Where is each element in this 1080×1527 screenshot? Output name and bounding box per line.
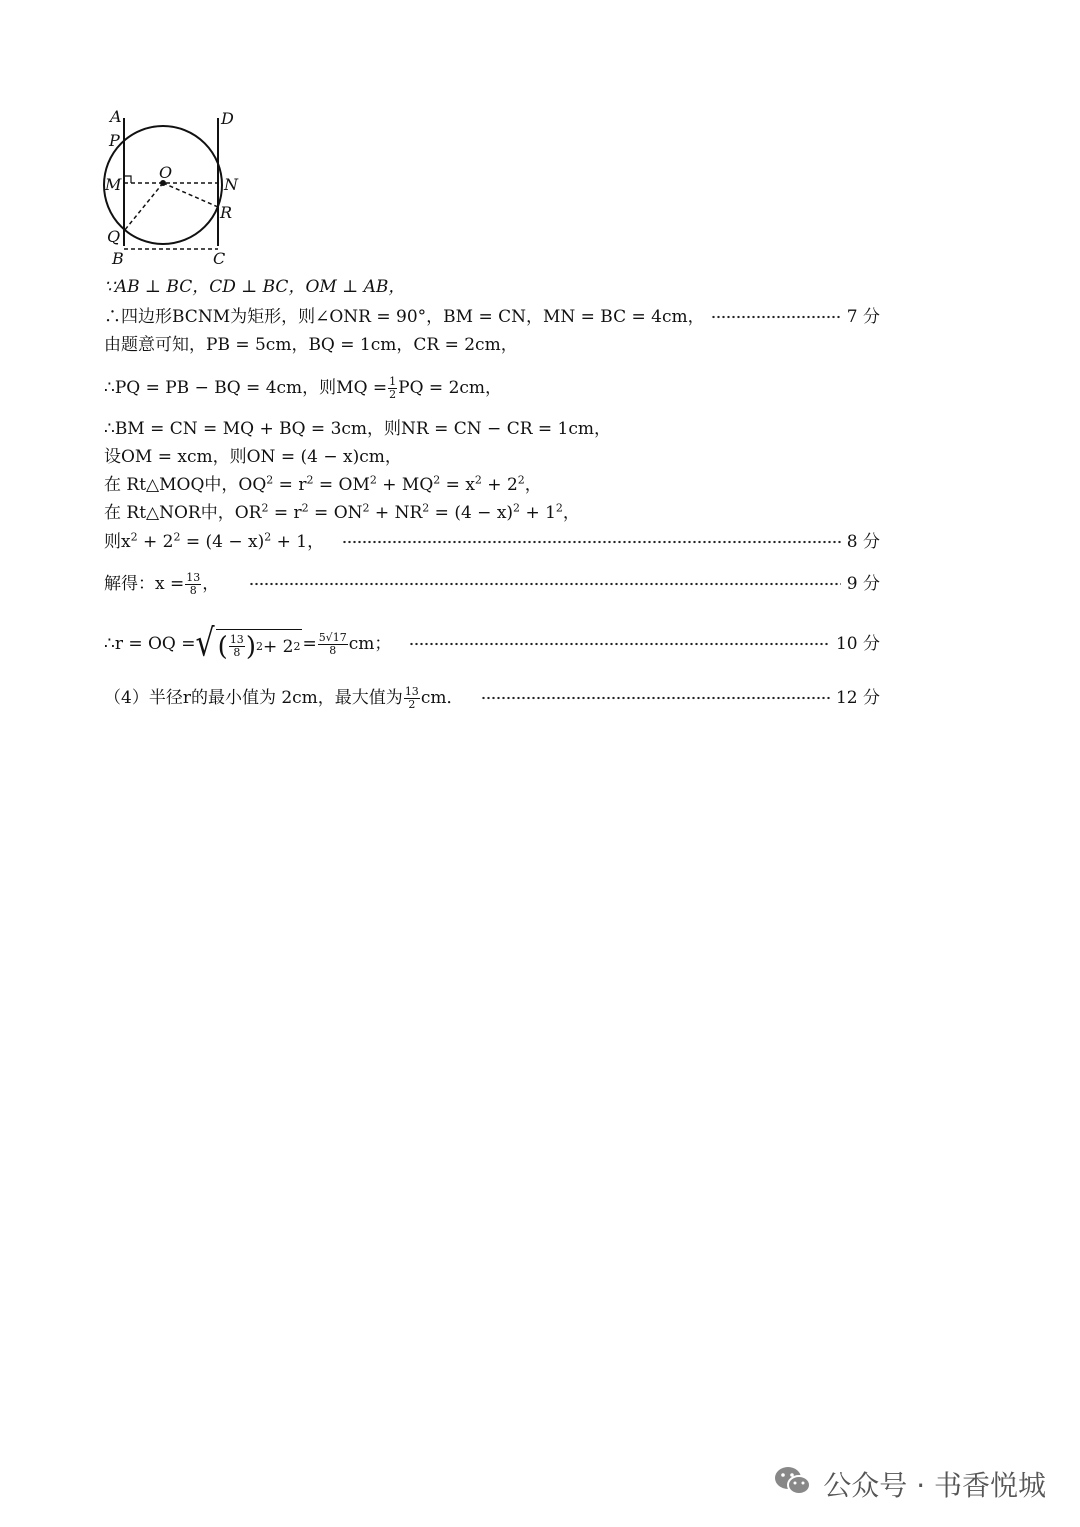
solution-line-12 xyxy=(104,682,880,714)
seg-c: = (4 − x) xyxy=(180,532,265,552)
watermark xyxy=(773,1464,1046,1504)
line-text-b: cm． xyxy=(420,688,464,708)
radicand: ( $\frac{13}{8}$ ) 2 + 2 2 xyxy=(216,629,303,660)
line-text: ∴BM = CN = MQ + BQ = 3cm，则NR = CN − CR = 1cm， xyxy=(104,419,612,439)
score-label: 8 分 xyxy=(846,532,880,552)
circle-diagram xyxy=(96,104,256,272)
fraction-denominator: 8 xyxy=(189,583,197,597)
solution-line-2 xyxy=(104,304,880,330)
fraction-numerator: 13 xyxy=(229,633,244,646)
dot-leader xyxy=(342,539,841,545)
wechat-icon xyxy=(773,1464,813,1505)
exponent: 2 xyxy=(513,501,521,515)
fraction-numerator: 13 xyxy=(404,684,419,698)
right-angle-mark xyxy=(124,176,131,183)
line-text-a: ∴r = OQ = xyxy=(104,634,196,654)
solution-line-11 xyxy=(104,620,880,668)
label-p: P xyxy=(109,131,120,150)
label-o: O xyxy=(159,163,173,182)
seg-a: 在 Rt△MOQ中，OQ xyxy=(104,475,267,495)
fraction-numerator: 1 xyxy=(389,374,397,388)
solution-line-10 xyxy=(104,568,880,600)
solution-line-9 xyxy=(104,529,880,555)
radical-sign: √ xyxy=(195,621,215,666)
exponent: 2 xyxy=(306,473,314,487)
solution-line-4 xyxy=(104,372,880,404)
fraction-denominator: 8 xyxy=(233,646,241,659)
label-b: B xyxy=(112,249,124,268)
exponent: 2 xyxy=(130,530,138,544)
fraction-denominator: 2 xyxy=(389,387,397,401)
line-text: 由题意可知，PB = 5cm，BQ = 1cm，CR = 2cm， xyxy=(104,335,518,355)
fraction-numerator: 5√17 xyxy=(318,630,347,644)
seg-b: = r xyxy=(273,475,307,495)
score-label: 9 分 xyxy=(846,574,880,594)
exponent: 2 xyxy=(555,501,563,515)
line-text: ∵AB ⊥ BC，CD ⊥ BC，OM ⊥ AB， xyxy=(104,277,406,297)
line-text-a: ∴PQ = PB − BQ = 4cm，则MQ = xyxy=(104,378,388,398)
seg-b: + 2 xyxy=(262,636,294,657)
score-label: 10 分 xyxy=(835,634,880,654)
seg-c: = ON xyxy=(308,503,363,523)
exponent: 2 xyxy=(255,639,263,653)
exponent: 2 xyxy=(362,501,370,515)
square-root xyxy=(195,621,303,666)
seg-g: ， xyxy=(524,475,542,495)
geometry-figure xyxy=(96,104,256,272)
label-n: N xyxy=(224,175,238,194)
fraction-denominator: 2 xyxy=(408,697,416,711)
solution-line-5 xyxy=(104,416,880,442)
line-text-b: PQ = 2cm， xyxy=(398,378,503,398)
line-text-c: = xyxy=(302,634,317,654)
exponent: 2 xyxy=(474,473,482,487)
label-c: C xyxy=(213,249,226,268)
exponent: 2 xyxy=(301,501,309,515)
seg-a: 在 Rt△NOR中，OR xyxy=(104,503,262,523)
fraction-numerator: 13 xyxy=(186,570,201,584)
solution-line-8 xyxy=(104,500,880,526)
solution-line-1 xyxy=(104,274,880,300)
dot-leader xyxy=(409,641,830,647)
fraction xyxy=(185,572,201,597)
seg-d: + NR xyxy=(369,503,423,523)
solution-line-6 xyxy=(104,444,880,470)
seg-b: + 2 xyxy=(137,532,174,552)
line-oq xyxy=(124,183,163,231)
exponent: 2 xyxy=(173,530,181,544)
exponent: 2 xyxy=(369,473,377,487)
watermark-text: 公众号 · 书香悦城 xyxy=(823,1469,1046,1502)
seg-e: = (4 − x) xyxy=(429,503,514,523)
dot-leader xyxy=(249,581,841,587)
label-a: A xyxy=(110,107,122,126)
dot-leader xyxy=(481,695,829,701)
line-text-a: 解得：x = xyxy=(104,574,185,594)
fraction-denominator: 8 xyxy=(329,643,337,657)
exponent: 2 xyxy=(517,473,525,487)
exponent: 2 xyxy=(264,530,272,544)
line-text-a: （4）半径r的最小值为 2cm，最大值为 xyxy=(104,688,403,708)
seg-e: = x xyxy=(440,475,475,495)
seg-c: = OM xyxy=(313,475,370,495)
line-text: 设OM = xcm，则ON = (4 − x)cm， xyxy=(104,447,402,467)
seg-b: = r xyxy=(268,503,302,523)
label-r: R xyxy=(220,203,233,222)
solution-line-3 xyxy=(104,332,880,358)
fraction xyxy=(404,686,420,711)
exponent: 2 xyxy=(266,473,274,487)
seg-a: 则x xyxy=(104,532,131,552)
exponent: 2 xyxy=(433,473,441,487)
label-q: Q xyxy=(107,227,121,246)
line-text: ∴四边形BCNM为矩形，则∠ONR = 90°，BM = CN，MN = BC = 4cm， xyxy=(104,307,705,327)
seg-f: + 1 xyxy=(520,503,556,523)
exponent: 2 xyxy=(261,501,269,515)
score-label: 12 分 xyxy=(835,688,880,708)
exponent: 2 xyxy=(422,501,430,515)
seg-d: + MQ xyxy=(376,475,434,495)
score-label: 7 分 xyxy=(846,307,880,327)
line-text-b: ， xyxy=(202,574,220,594)
label-d: D xyxy=(221,109,234,128)
line-or xyxy=(163,183,218,207)
fraction xyxy=(318,632,348,657)
fraction xyxy=(388,376,397,401)
fraction xyxy=(229,634,245,659)
seg-d: + 1， xyxy=(271,532,325,552)
dot-leader xyxy=(711,314,841,320)
line-text-d: cm； xyxy=(348,634,392,654)
seg-f: + 2 xyxy=(481,475,518,495)
label-m: M xyxy=(105,175,122,194)
seg-g: ， xyxy=(562,503,580,523)
solution-line-7 xyxy=(104,472,880,498)
